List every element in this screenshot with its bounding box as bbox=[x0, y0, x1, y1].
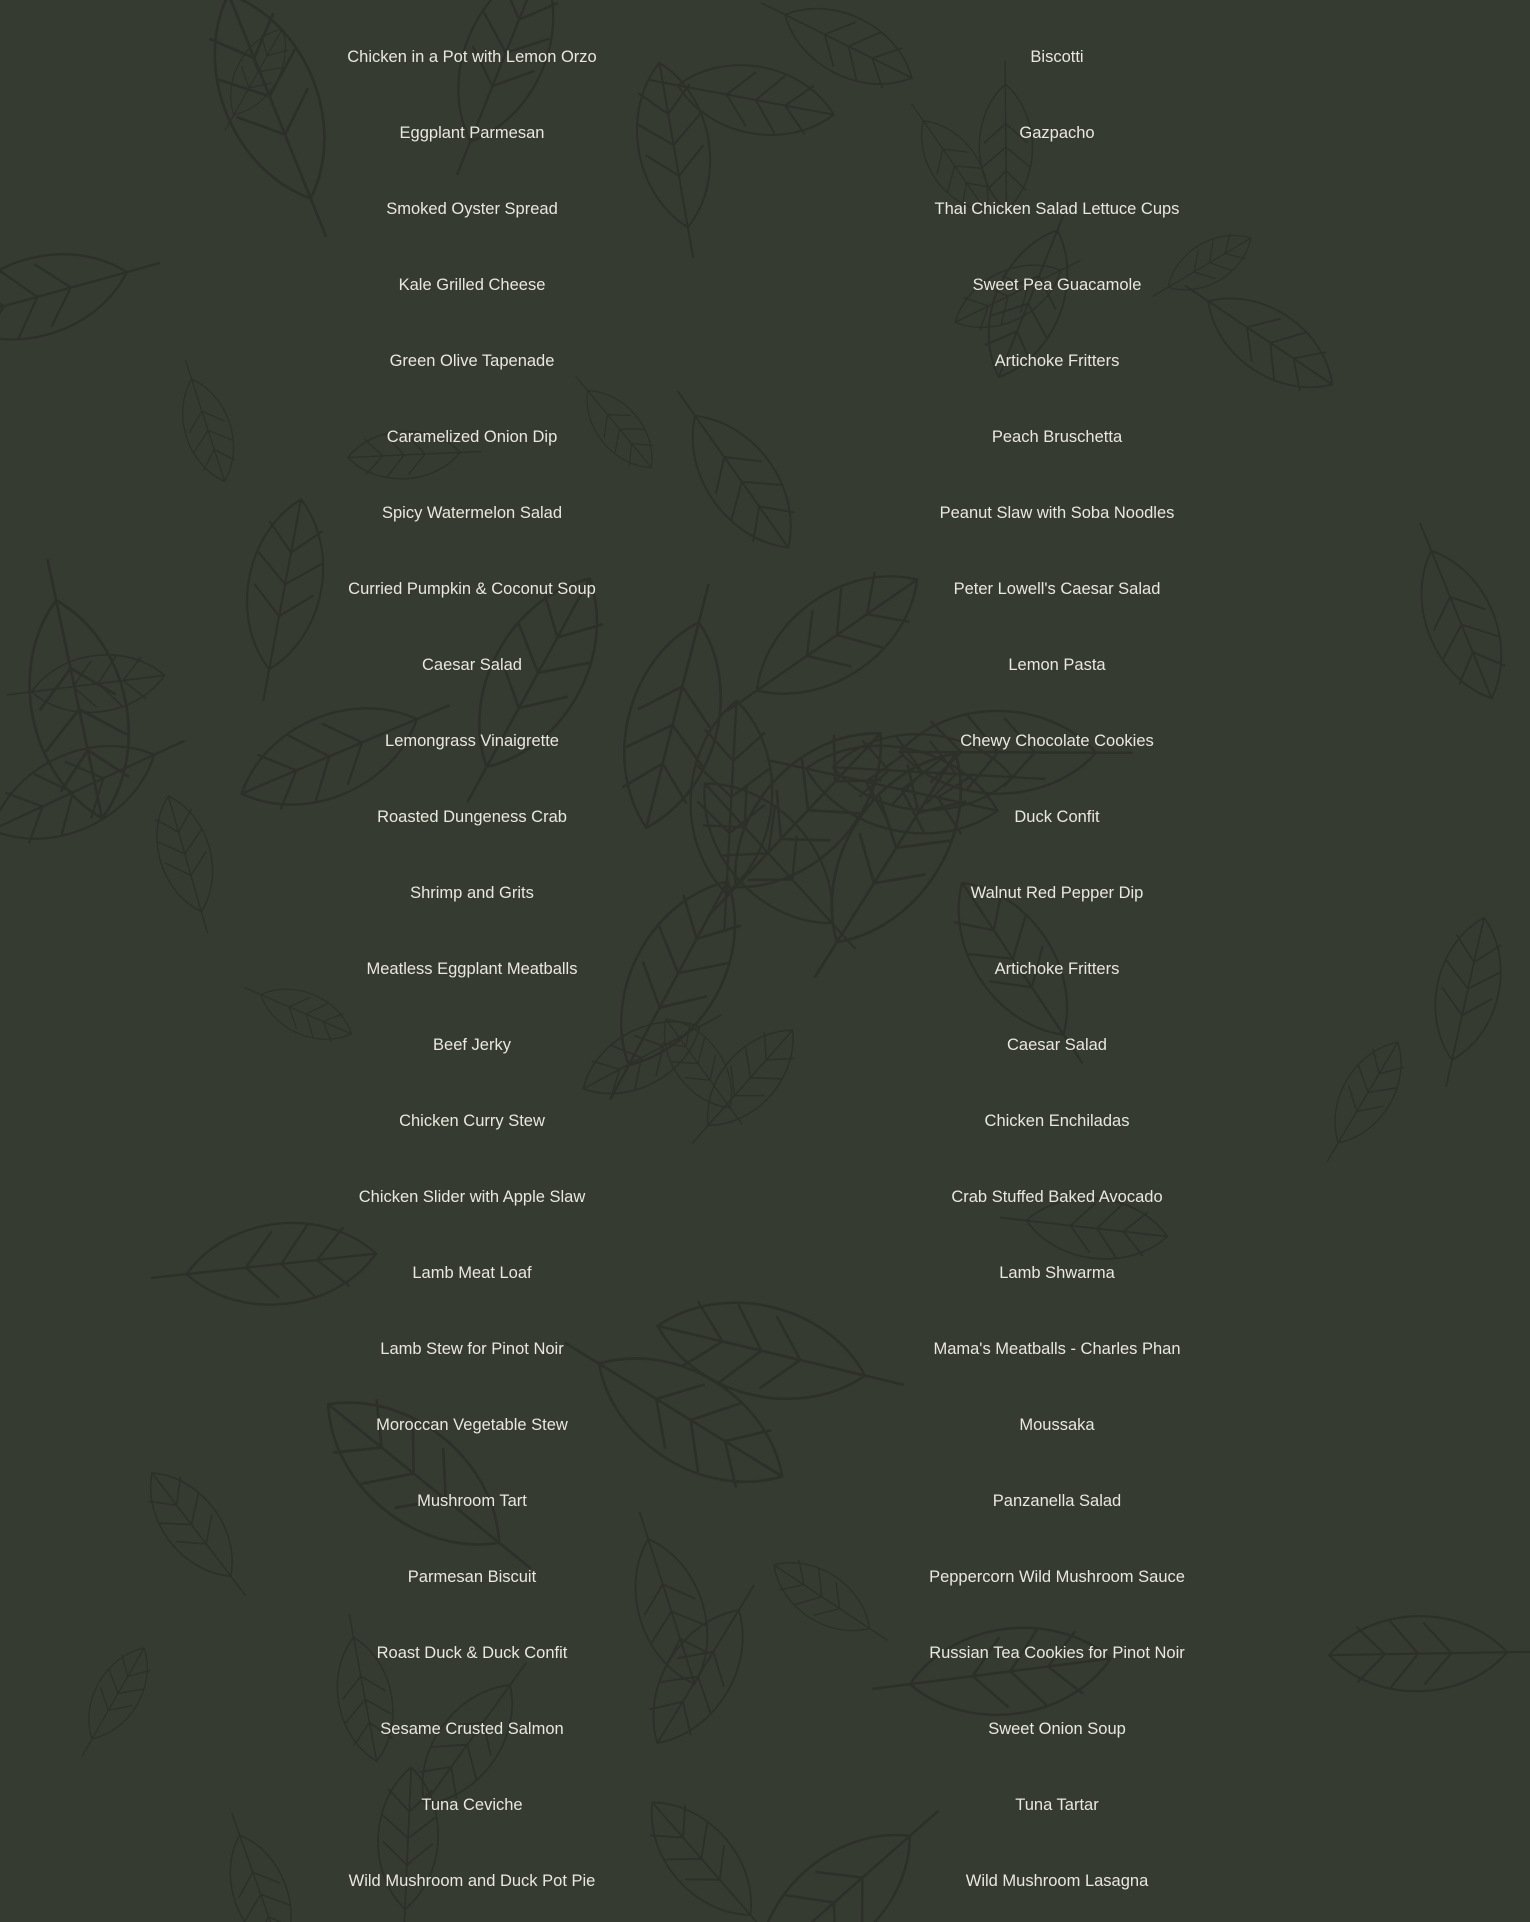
recipe-link[interactable]: Chicken Enchiladas bbox=[984, 1112, 1130, 1130]
recipe-link[interactable]: Artichoke Fritters bbox=[994, 352, 1120, 370]
recipe-link[interactable]: Lamb Shwarma bbox=[999, 1264, 1115, 1282]
recipe-link[interactable]: Eggplant Parmesan bbox=[399, 124, 545, 142]
recipe-link[interactable]: Sweet Pea Guacamole bbox=[972, 276, 1142, 294]
recipe-link[interactable]: Sesame Crusted Salmon bbox=[380, 1720, 564, 1738]
recipe-link[interactable]: Tuna Tartar bbox=[1015, 1796, 1099, 1814]
recipe-link[interactable]: Spicy Watermelon Salad bbox=[381, 504, 563, 522]
recipe-link[interactable]: Peter Lowell's Caesar Salad bbox=[953, 580, 1161, 598]
recipe-link[interactable]: Moussaka bbox=[1019, 1416, 1095, 1434]
recipe-link[interactable]: Chicken Curry Stew bbox=[399, 1112, 545, 1130]
recipe-link[interactable]: Mushroom Tart bbox=[417, 1492, 527, 1510]
recipe-link[interactable]: Peanut Slaw with Soba Noodles bbox=[939, 504, 1175, 522]
recipe-link[interactable]: Wild Mushroom and Duck Pot Pie bbox=[348, 1872, 596, 1890]
recipe-link[interactable]: Roasted Dungeness Crab bbox=[377, 808, 567, 826]
recipe-link[interactable]: Chicken in a Pot with Lemon Orzo bbox=[347, 48, 597, 66]
recipe-link[interactable]: Green Olive Tapenade bbox=[389, 352, 555, 370]
recipe-link[interactable]: Caesar Salad bbox=[1007, 1036, 1107, 1054]
recipe-link[interactable]: Lemongrass Vinaigrette bbox=[385, 732, 559, 750]
recipe-link[interactable]: Wild Mushroom Lasagna bbox=[965, 1872, 1149, 1890]
recipe-link[interactable]: Sweet Onion Soup bbox=[988, 1720, 1126, 1738]
recipe-link[interactable]: Tuna Ceviche bbox=[421, 1796, 523, 1814]
recipe-link[interactable]: Shrimp and Grits bbox=[410, 884, 534, 902]
recipe-link[interactable]: Smoked Oyster Spread bbox=[386, 200, 558, 218]
recipe-link[interactable]: Kale Grilled Cheese bbox=[398, 276, 546, 294]
recipe-link[interactable]: Meatless Eggplant Meatballs bbox=[366, 960, 578, 978]
recipe-link[interactable]: Peach Bruschetta bbox=[991, 428, 1123, 446]
recipe-list-right bbox=[584, 19, 1530, 1919]
recipe-link[interactable]: Roast Duck & Duck Confit bbox=[376, 1644, 568, 1662]
recipe-link[interactable]: Artichoke Fritters bbox=[994, 960, 1120, 978]
recipe-link[interactable]: Chicken Slider with Apple Slaw bbox=[358, 1188, 586, 1206]
recipe-link[interactable]: Peppercorn Wild Mushroom Sauce bbox=[929, 1568, 1185, 1586]
recipe-link[interactable]: Moroccan Vegetable Stew bbox=[376, 1416, 568, 1434]
recipe-link[interactable]: Parmesan Biscuit bbox=[407, 1568, 537, 1586]
recipe-link[interactable]: Beef Jerky bbox=[433, 1036, 511, 1054]
recipe-link[interactable]: Mama's Meatballs - Charles Phan bbox=[933, 1340, 1181, 1358]
recipe-link[interactable]: Panzanella Salad bbox=[992, 1492, 1122, 1510]
recipe-link[interactable]: Gazpacho bbox=[1019, 124, 1095, 142]
recipe-link[interactable]: Curried Pumpkin & Coconut Soup bbox=[348, 580, 596, 598]
recipe-link[interactable]: Lamb Meat Loaf bbox=[412, 1264, 532, 1282]
recipe-link[interactable]: Chewy Chocolate Cookies bbox=[960, 732, 1154, 750]
recipe-link[interactable]: Walnut Red Pepper Dip bbox=[970, 884, 1144, 902]
recipe-link[interactable]: Caesar Salad bbox=[422, 656, 522, 674]
recipe-link[interactable]: Crab Stuffed Baked Avocado bbox=[951, 1188, 1163, 1206]
recipe-link[interactable]: Lamb Stew for Pinot Noir bbox=[380, 1340, 564, 1358]
recipe-link[interactable]: Biscotti bbox=[1030, 48, 1084, 66]
recipe-link[interactable]: Lemon Pasta bbox=[1008, 656, 1106, 674]
recipe-link[interactable]: Thai Chicken Salad Lettuce Cups bbox=[934, 200, 1180, 218]
recipe-link[interactable]: Russian Tea Cookies for Pinot Noir bbox=[929, 1644, 1185, 1662]
recipe-link[interactable]: Caramelized Onion Dip bbox=[386, 428, 558, 446]
recipe-link[interactable]: Duck Confit bbox=[1014, 808, 1100, 826]
